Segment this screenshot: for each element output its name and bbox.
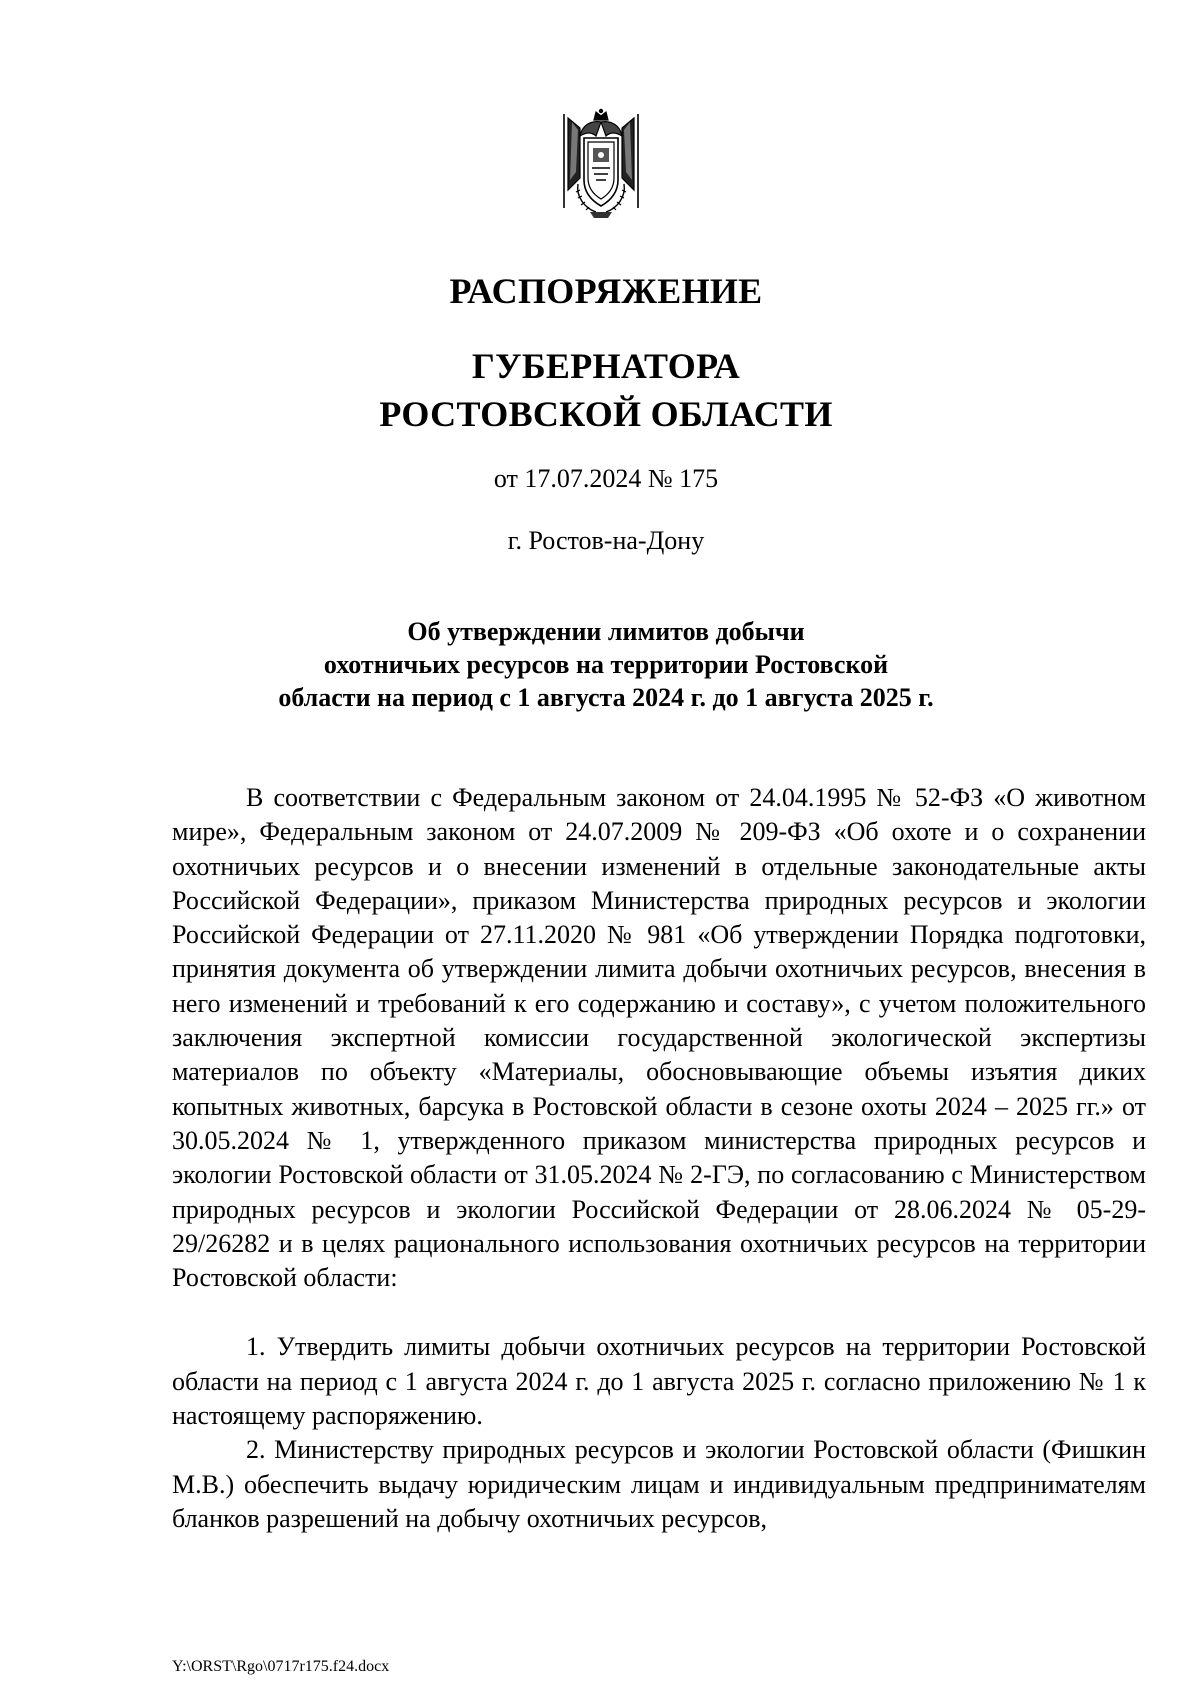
file-path-footer: Y:\ORST\Rgo\0717r175.f24.docx — [172, 1658, 390, 1675]
date-and-number: от 17.07.2024 № 175 — [493, 464, 719, 493]
document-body — [172, 781, 1146, 1536]
item-2-paragraph: 2. Министерству природных ресурсов и экологии Ростовской области (Фишкин М.В.) обеспечить выдачу юридическим лицам и индивидуальным предпринимателям бланков разрешений на добычу охотничьих ресурсов, — [172, 1435, 1146, 1533]
subject-line-2: охотничьих ресурсов на территории Ростовской — [323, 650, 889, 679]
issuer-line-2: РОСТОВСКОЙ ОБЛАСТИ — [379, 394, 833, 434]
issuer-title — [0, 342, 1200, 438]
coat-of-arms-icon — [560, 108, 642, 220]
paragraph-spacer — [172, 1295, 1146, 1330]
preamble-paragraph: В соответствии с Федеральным законом от 24.04.1995 № 52-ФЗ «О животном мире», Федеральным законом от 24.07.2009 № 209-ФЗ «Об охоте и о сохранении охотничьих ресурсов и о внесении изменений в отдельные законодательные акты Российской Федерации», приказом Министерства природных ресурсов и экологии Российской Федерации от 27.11.2020 № 981 «Об утверждении Порядка подготовки, принятия документа об утверждении лимита добычи охотничьих ресурсов, внесения в него изменений и требований к его содержанию и составу», с учетом положительного заключения экспертной комиссии государственной экологической экспертизы материалов по объекту «Материалы, обосновывающие объемы изъятия диких копытных животных, барсука в Ростовской области в сезоне охоты 2024 – 2025 гг.» от 30.05.2024 № 1, утвержденного приказом министерства природных ресурсов и экологии Ростовской области от 31.05.2024 № 2-ГЭ, по согласованию с Министерством природных ресурсов и экологии Российской Федерации от 28.06.2024 № 05-29-29/26282 и в целях рационального использования охотничьих ресурсов на территории Ростовской области: — [172, 783, 1146, 1293]
subject-heading — [0, 615, 1200, 714]
item-1-paragraph: 1. Утвердить лимиты добычи охотничьих ресурсов на территории Ростовской области на период с 1 августа 2024 г. до 1 августа 2025 г. согласно приложению № 1 к настоящему распоряжению. — [172, 1332, 1146, 1431]
document-type-title: РАСПОРЯЖЕНИЕ — [449, 271, 763, 311]
subject-line-3: области на период с 1 августа 2024 г. до 1 августа 2025 г. — [278, 683, 934, 712]
city: г. Ростов-на-Дону — [507, 526, 705, 555]
issuer-line-1: ГУБЕРНАТОРА — [471, 346, 741, 386]
subject-line-1: Об утверждении лимитов добычи — [407, 617, 805, 646]
